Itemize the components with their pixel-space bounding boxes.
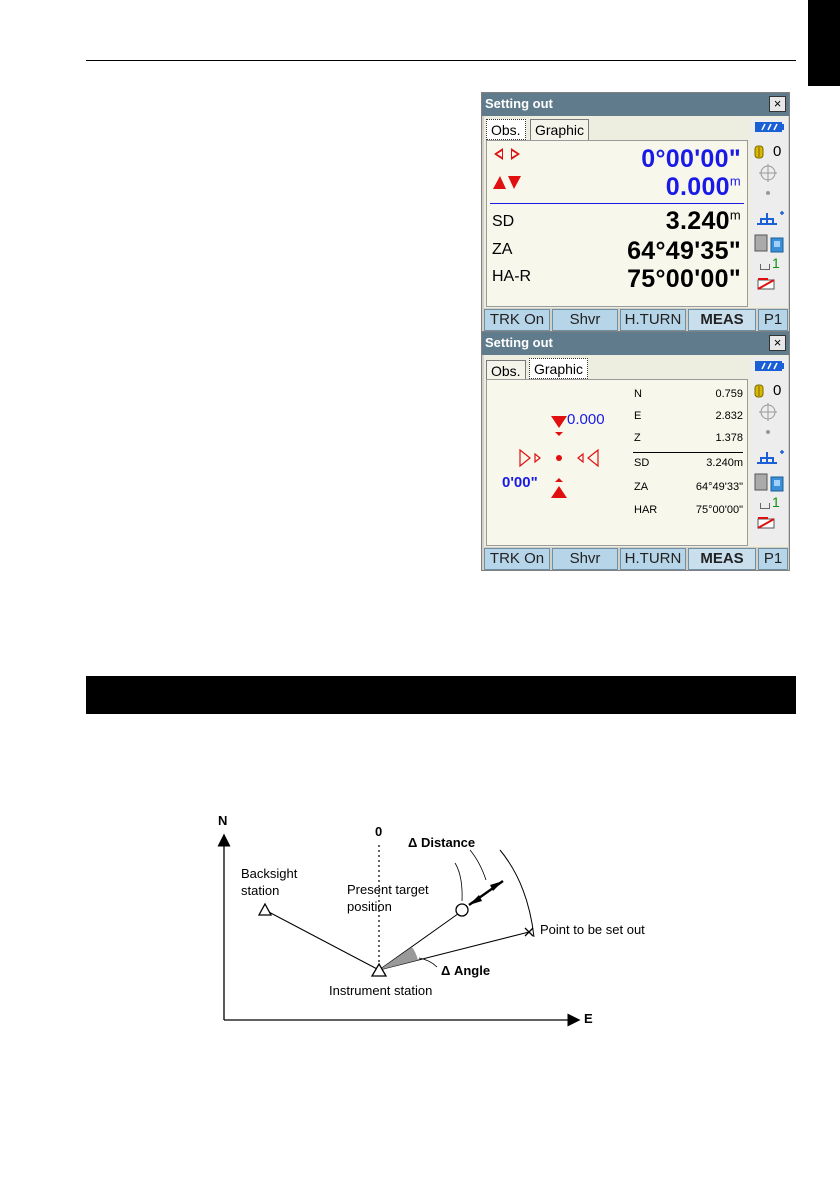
e-axis-label: E [584, 1011, 593, 1026]
softkey-trk-on[interactable]: TRK On [484, 309, 550, 331]
present-target-label-line1: Present target [347, 882, 429, 897]
softkey-meas[interactable]: MEAS [688, 548, 756, 570]
za-value: 64°49'35" [627, 237, 741, 265]
instrument-station-icon [372, 964, 386, 976]
window-title: Setting out [485, 335, 553, 350]
backsight-station-icon [259, 904, 271, 915]
n-axis-label: N [218, 813, 228, 828]
softkey-shvr[interactable]: Shvr [552, 309, 618, 331]
za-value: 64°49'33" [695, 481, 743, 493]
softkey-shvr[interactable]: Shvr [552, 548, 618, 570]
backsight-label-line2: station [241, 883, 280, 898]
z-label: Z [634, 432, 641, 444]
backsight-line [265, 910, 379, 970]
graphic-distance-value: 0.000 [567, 411, 605, 428]
setout-point-icon [525, 928, 533, 936]
instrument-station-label: Instrument station [329, 983, 433, 998]
za-label: ZA [634, 481, 649, 493]
har-value: 75°00'00" [695, 504, 743, 516]
z-value: 1.378 [715, 432, 743, 444]
delta-angle-label: Δ Angle [441, 963, 491, 978]
softkey-trk-on[interactable]: TRK On [484, 548, 550, 570]
e-label: E [634, 410, 642, 422]
har-label: HA-R [492, 268, 532, 285]
distance-arc [500, 850, 534, 937]
za-label: ZA [492, 241, 513, 258]
present-target-label-line2: position [347, 899, 392, 914]
distance-unit: m [729, 173, 741, 189]
close-button[interactable]: × [769, 96, 786, 112]
softkey-meas[interactable]: MEAS [688, 309, 756, 331]
target-line [379, 911, 462, 970]
sd-number: 3.240 [665, 207, 730, 235]
tab-obs[interactable]: Obs. [486, 360, 526, 379]
graphic-angle-value: 0'00" [502, 474, 538, 491]
softkey-p1[interactable]: P1 [758, 548, 788, 570]
e-value: 2.832 [715, 410, 743, 422]
target-leader [455, 863, 462, 901]
angle-diff-value: 0°00'00" [641, 145, 741, 173]
memory-count: 1 [772, 255, 780, 271]
softkey-h-turn[interactable]: H.TURN [620, 309, 686, 331]
sd-label: SD [634, 457, 650, 469]
softkey-p1[interactable]: P1 [758, 309, 788, 331]
distance-leader [470, 850, 486, 880]
n-value: 0.759 [715, 388, 743, 400]
har-label: HAR [634, 504, 658, 516]
window-title: Setting out [485, 96, 553, 111]
softkey-h-turn[interactable]: H.TURN [620, 548, 686, 570]
present-target-icon [456, 904, 468, 916]
delta-distance-label: Δ Distance [408, 835, 476, 850]
distance-diff-number: 0.000 [665, 173, 730, 201]
close-button[interactable]: × [769, 335, 786, 351]
sd-value: 3.240m [706, 457, 743, 469]
sd-unit: m [729, 207, 741, 223]
prism-constant: 0 [773, 382, 782, 399]
prism-constant: 0 [773, 143, 782, 160]
tab-graphic[interactable]: Graphic [529, 358, 588, 379]
n-label: N [634, 388, 642, 400]
backsight-label-line1: Backsight [241, 866, 298, 881]
tab-obs[interactable]: Obs. [486, 119, 526, 140]
memory-count: 1 [772, 494, 780, 510]
tab-graphic[interactable]: Graphic [530, 119, 589, 140]
har-value: 75°00'00" [627, 265, 741, 293]
zero-label: 0 [375, 824, 383, 839]
sd-label: SD [492, 213, 515, 230]
setout-point-label: Point to be set out [540, 922, 645, 937]
delta-angle-wedge [379, 947, 418, 970]
